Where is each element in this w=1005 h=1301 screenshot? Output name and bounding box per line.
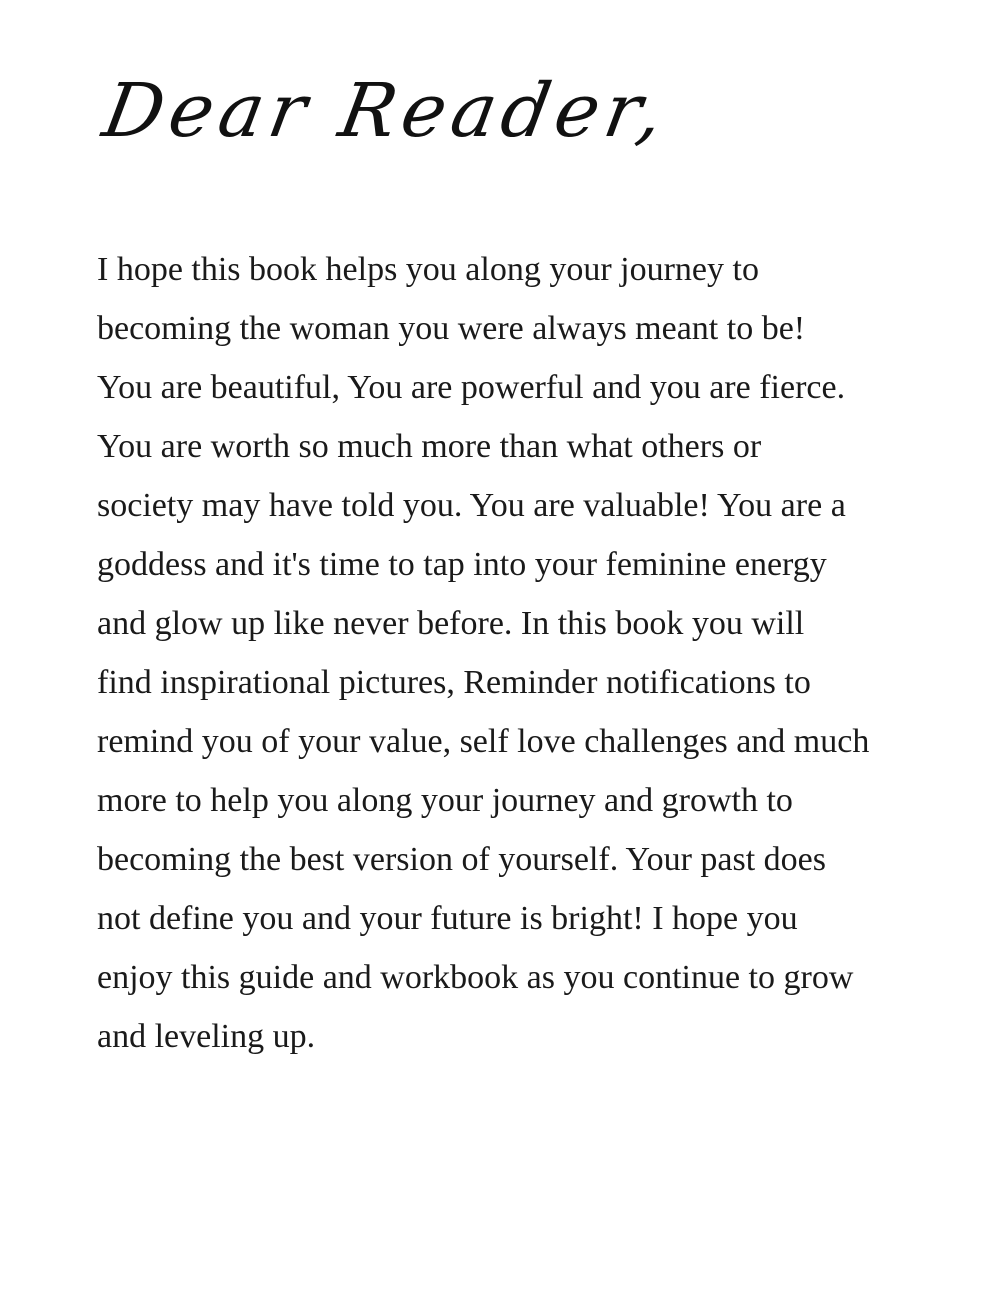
body-line-13: enjoy this guide and workbook as you continue to grow <box>97 959 854 996</box>
body-line-5: society may have told you. You are valuable! You are a <box>97 487 846 524</box>
salutation-heading: Dear Reader, <box>96 68 676 154</box>
body-line-3: You are beautiful, You are powerful and you are fierce. <box>97 369 846 406</box>
body-line-12: not define you and your future is bright! I hope you <box>97 900 798 937</box>
body-line-10: more to help you along your journey and growth to <box>97 782 793 819</box>
body-line-14: and leveling up. <box>97 1018 316 1055</box>
body-line-11: becoming the best version of yourself. Your past does <box>97 841 827 878</box>
body-line-4: You are worth so much more than what others or <box>97 428 762 465</box>
letter-body <box>97 240 917 1066</box>
body-line-1: I hope this book helps you along your journey to <box>97 251 759 288</box>
body-line-8: find inspirational pictures, Reminder notifications to <box>97 664 811 701</box>
body-line-6: goddess and it's time to tap into your feminine energy <box>97 546 827 583</box>
body-line-2: becoming the woman you were always meant to be! <box>97 310 806 347</box>
body-line-7: and glow up like never before. In this book you will <box>97 605 805 642</box>
body-line-9: remind you of your value, self love challenges and much <box>97 723 870 760</box>
